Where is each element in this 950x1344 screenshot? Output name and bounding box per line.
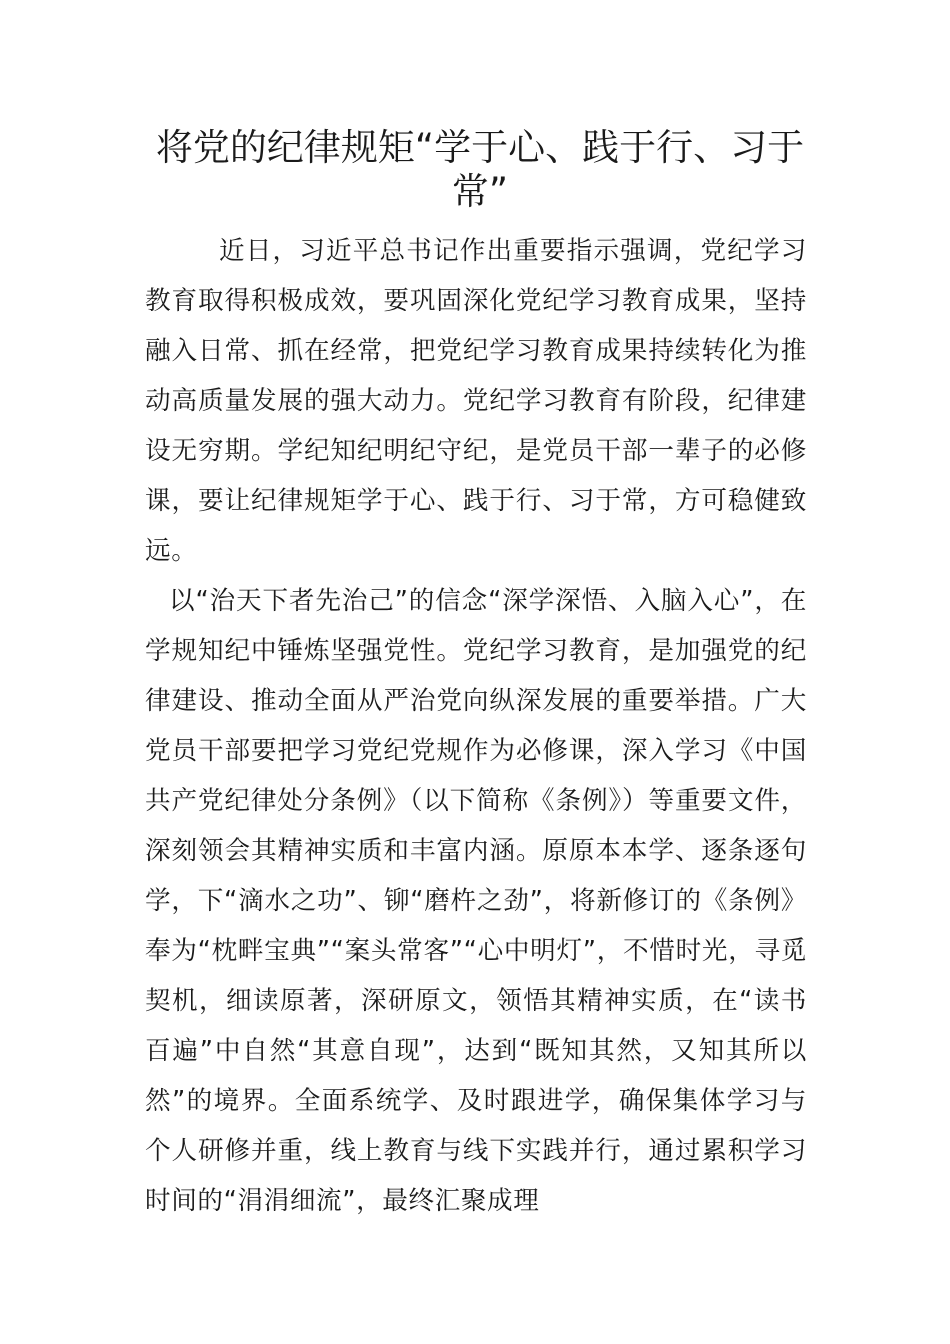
document-body <box>145 226 807 1226</box>
paragraph-1: 近日，习近平总书记作出重要指示强调，党纪学习教育取得积极成效，要巩固深化党纪学习教育成果，坚持融入日常、抓在经常，把党纪学习教育成果持续转化为推动高质量发展的强大动力。党纪学习教育有阶段，纪律建设无穷期。学纪知纪明纪守纪，是党员干部一辈子的必修课，要让纪律规矩学于心、践于行、习于常，方可稳健致远。 <box>145 236 807 566</box>
paragraph-2: 以“治天下者先治己”的信念“深学深悟、入脑入心”，在学规知纪中锤炼坚强党性。党纪学习教育，是加强党的纪律建设、推动全面从严治党向纵深发展的重要举措。广大党员干部要把学习党纪党规作为必修课，深入学习《中国共产党纪律处分条例》（以下简称《条例》）等重要文件，深刻领会其精神实质和丰富内涵。原原本本学、逐条逐句学，下“滴水之功”、铆“磨杵之劲”，将新修订的《条例》奉为“枕畔宝典”“案头常客”“心中明灯”，不惜时光，寻觅契机，细读原著，深研原文，领悟其精神实质，在“读书百遍”中自然“其意自现”，达到“既知其然，又知其所以然”的境界。全面系统学、及时跟进学，确保集体学习与个人研修并重，线上教育与线下实践并行，通过累积学习时间的“涓涓细流”，最终汇聚成理 <box>145 586 807 1216</box>
document-title: 将党的纪律规矩“学于心、践于行、习于常” <box>155 126 805 213</box>
